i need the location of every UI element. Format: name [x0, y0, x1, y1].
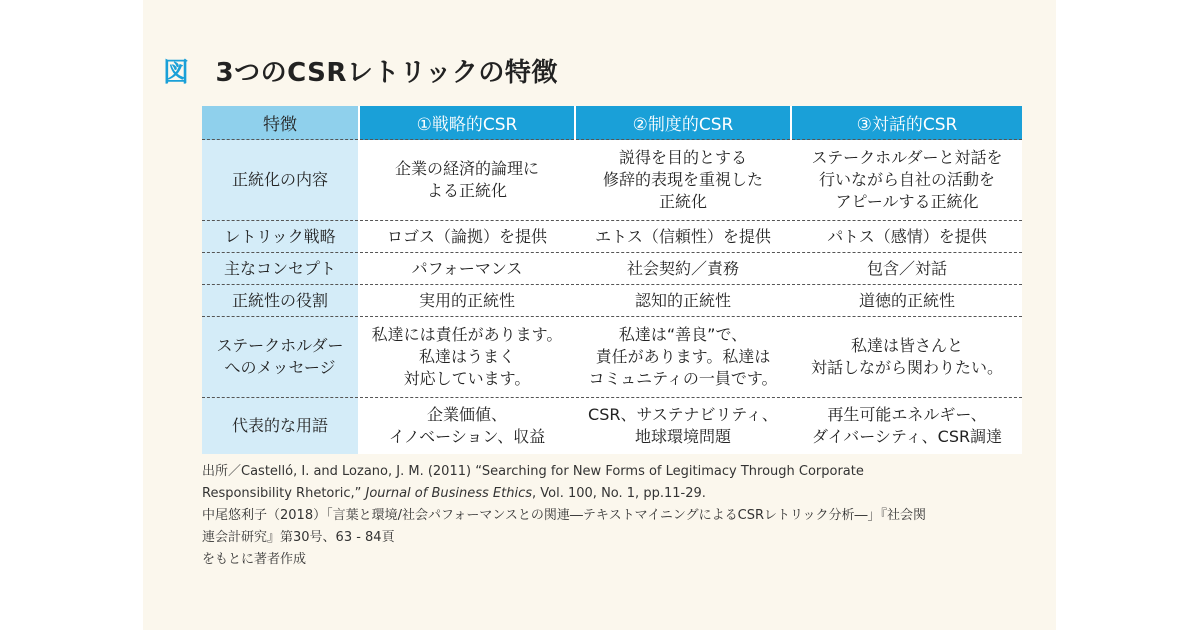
- table-cell: 認知的正統性: [575, 285, 791, 317]
- source-note: [202, 461, 1032, 571]
- table-row: [202, 140, 1022, 221]
- row-label: 代表的な用語: [202, 398, 359, 455]
- csr-rhetoric-table: [202, 106, 1022, 454]
- header-strategic-csr: ①戦略的CSR: [359, 106, 575, 140]
- table-cell: エトス（信頼性）を提供: [575, 221, 791, 253]
- table-cell: 企業価値、 イノベーション、収益: [359, 398, 575, 455]
- table-cell: パトス（感情）を提供: [791, 221, 1022, 253]
- table-cell: 私達は皆さんと 対話しながら関わりたい。: [791, 317, 1022, 398]
- table-cell: 説得を目的とする 修辞的表現を重視した 正統化: [575, 140, 791, 221]
- source-line-3: 中尾悠利子（2018）「言葉と環境/社会パフォーマンスとの関連―テキストマイニングによるCSRレトリック分析―」『社会関: [202, 508, 926, 523]
- table-cell: 企業の経済的論理に よる正統化: [359, 140, 575, 221]
- row-label: 主なコンセプト: [202, 253, 359, 285]
- table-cell: 私達は“善良”で、 責任があります。私達は コミュニティの一員です。: [575, 317, 791, 398]
- table-row: [202, 317, 1022, 398]
- table-row: [202, 398, 1022, 455]
- table-header-row: [202, 106, 1022, 140]
- header-feature: 特徴: [202, 106, 359, 140]
- figure-label: 図: [163, 58, 190, 88]
- source-line-4: 連会計研究』第30号、63 - 84頁: [202, 530, 395, 545]
- row-label: 正統性の役割: [202, 285, 359, 317]
- table-cell: パフォーマンス: [359, 253, 575, 285]
- row-label: 正統化の内容: [202, 140, 359, 221]
- figure-title: [163, 52, 558, 89]
- table-cell: 包含／対話: [791, 253, 1022, 285]
- source-line-5: をもとに著者作成: [202, 552, 307, 567]
- header-dialogic-csr: ③対話的CSR: [791, 106, 1022, 140]
- table-cell: 実用的正統性: [359, 285, 575, 317]
- table-cell: 道徳的正統性: [791, 285, 1022, 317]
- source-line-1: 出所／Castelló, I. and Lozano, J. M. (2011) “Searching for New Forms of Legitimacy Through Corporate: [202, 464, 864, 479]
- table-cell: CSR、サステナビリティ、 地球環境問題: [575, 398, 791, 455]
- table-row: [202, 285, 1022, 317]
- table-row: [202, 253, 1022, 285]
- table-cell: 社会契約／責務: [575, 253, 791, 285]
- table-row: [202, 221, 1022, 253]
- figure-title-text: 3つのCSRレトリックの特徴: [215, 58, 558, 88]
- table-cell: 私達には責任があります。 私達はうまく 対応しています。: [359, 317, 575, 398]
- header-institutional-csr: ②制度的CSR: [575, 106, 791, 140]
- table-cell: 再生可能エネルギー、 ダイバーシティ、CSR調達: [791, 398, 1022, 455]
- table-cell: ステークホルダーと対話を 行いながら自社の活動を アピールする正統化: [791, 140, 1022, 221]
- source-line-2: Responsibility Rhetoric,” Journal of Business Ethics, Vol. 100, No. 1, pp.11-29.: [202, 486, 706, 501]
- journal-title: Journal of Business Ethics: [365, 486, 533, 501]
- row-label: レトリック戦略: [202, 221, 359, 253]
- row-label: ステークホルダー へのメッセージ: [202, 317, 359, 398]
- table-cell: ロゴス（論拠）を提供: [359, 221, 575, 253]
